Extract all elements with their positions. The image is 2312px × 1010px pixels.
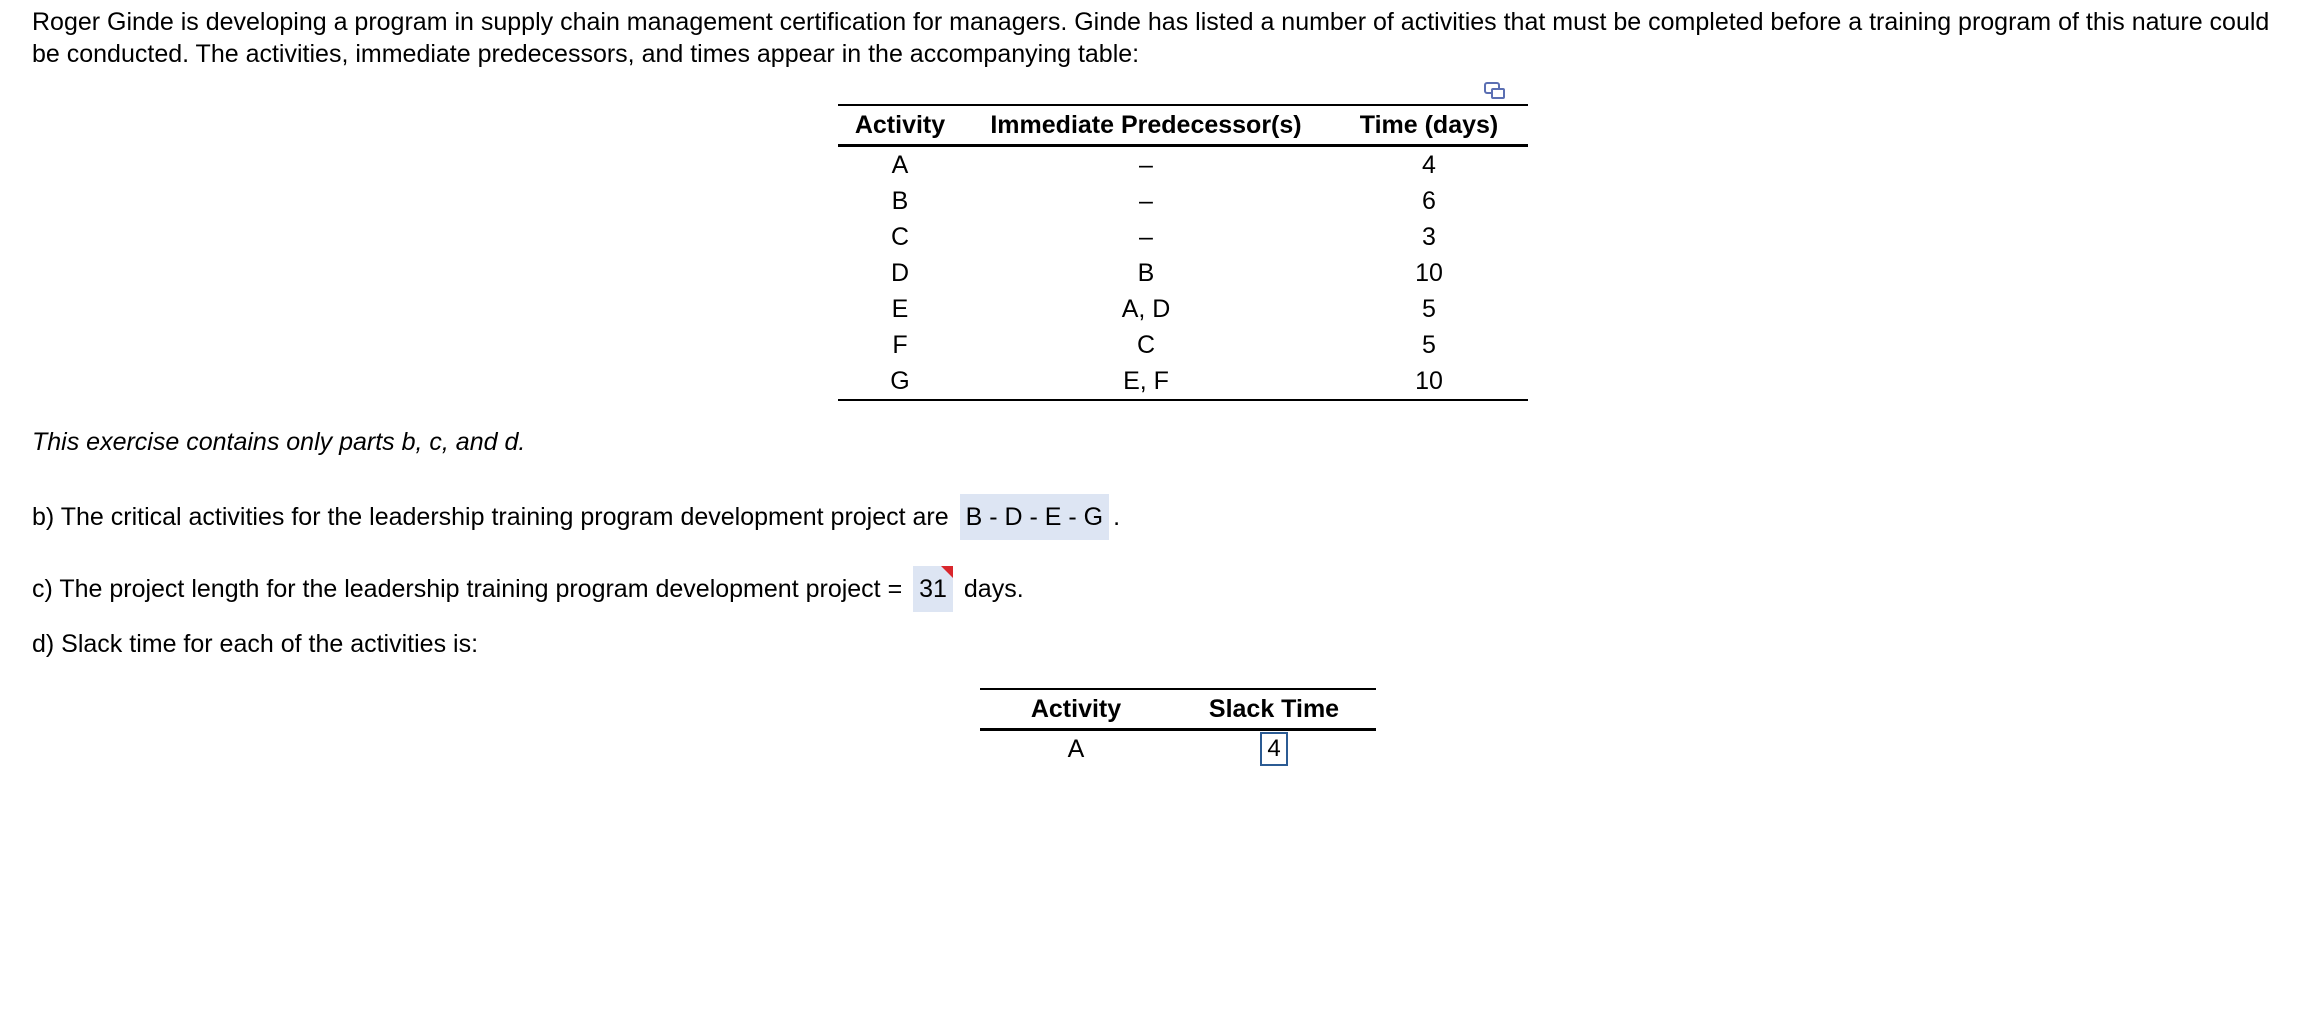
time-cell: 4 xyxy=(1422,150,1436,179)
question-b xyxy=(32,494,1120,540)
time-cell: 10 xyxy=(1330,363,1528,400)
activity-table xyxy=(838,104,1528,401)
question-b-period: . xyxy=(1113,503,1121,531)
header-slack-time: Slack Time xyxy=(1172,689,1376,730)
header-time: Time (days) xyxy=(1330,105,1528,146)
activity-cell: G xyxy=(838,363,962,400)
project-length-value: 31 xyxy=(919,575,947,603)
activity-cell: D xyxy=(890,258,910,287)
copy-table-icon[interactable] xyxy=(1484,78,1506,96)
table-row xyxy=(838,327,1528,363)
time-cell: 5 xyxy=(1422,294,1436,323)
question-c xyxy=(32,566,1024,612)
table-row xyxy=(838,255,1528,291)
predecessor-cell: B xyxy=(1137,258,1155,287)
activity-cell: F xyxy=(892,330,908,359)
slack-time-input[interactable]: 4 xyxy=(1260,732,1288,766)
exercise-note: This exercise contains only parts b, c, and d. xyxy=(32,428,526,456)
predecessor-cell: – xyxy=(1139,186,1153,215)
activity-cell: C xyxy=(890,222,910,251)
project-length-answer[interactable] xyxy=(913,566,953,612)
time-cell: 5 xyxy=(1422,330,1436,359)
time-cell: 6 xyxy=(1422,186,1436,215)
time-cell: 3 xyxy=(1422,222,1436,251)
table-row xyxy=(980,730,1376,768)
question-c-text: c) The project length for the leadership training program development project = xyxy=(32,575,903,603)
predecessor-cell: C xyxy=(1136,330,1156,359)
predecessor-cell: – xyxy=(1139,222,1153,251)
predecessor-cell: A, D xyxy=(1121,294,1171,323)
activity-cell: E xyxy=(891,294,909,323)
slack-table xyxy=(980,688,1376,767)
table-row xyxy=(838,291,1528,327)
question-d: d) Slack time for each of the activities is: xyxy=(32,630,479,658)
critical-path-answer[interactable]: B - D - E - G xyxy=(960,494,1110,540)
question-c-units: days. xyxy=(963,575,1024,603)
activity-cell: A xyxy=(891,150,909,179)
table-row xyxy=(838,146,1528,184)
header-predecessors: Immediate Predecessor(s) xyxy=(962,105,1330,146)
header-activity: Activity xyxy=(838,105,962,146)
table-row xyxy=(838,183,1528,219)
slack-activity-cell: A xyxy=(1067,734,1085,763)
problem-statement: Roger Ginde is developing a program in supply chain management certification for managers. Ginde has listed a number of activities that must be completed before a training program of this nature could be conducted. The activities, immediate predecessors, and times appear in the accompanying table: xyxy=(32,8,2270,68)
slack-time-cell xyxy=(1172,730,1376,768)
question-b-text: b) The critical activities for the leadership training program development project are xyxy=(32,503,949,531)
activity-cell: B xyxy=(891,186,909,215)
header-slack-activity: Activity xyxy=(980,689,1172,730)
time-cell: 10 xyxy=(1415,258,1443,287)
predecessor-cell: E, F xyxy=(962,363,1330,400)
incorrect-flag-icon xyxy=(941,566,953,578)
table-row xyxy=(838,219,1528,255)
table-row xyxy=(838,363,1528,400)
predecessor-cell: – xyxy=(1139,150,1153,179)
